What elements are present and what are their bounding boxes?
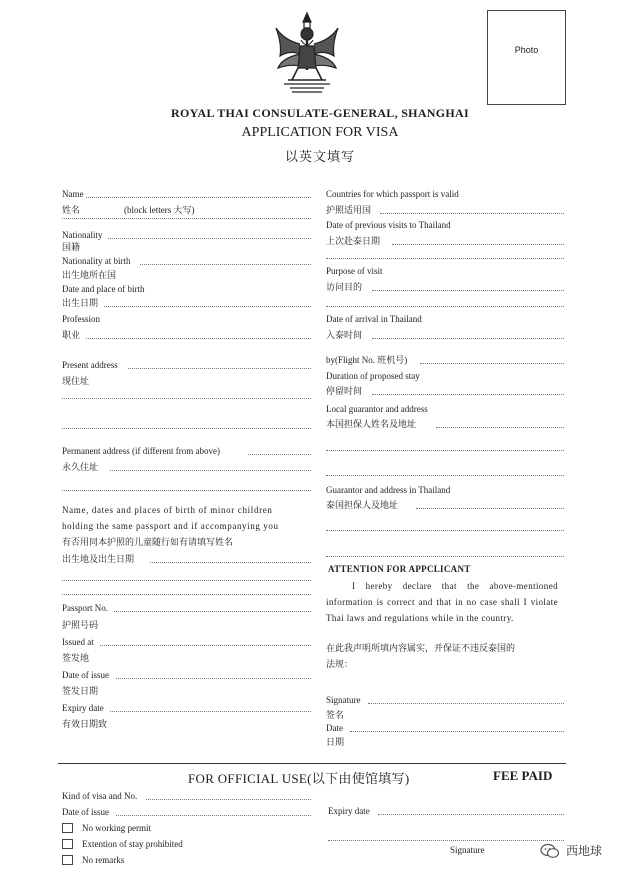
present-address-label: Present address [62,360,118,370]
nationality-label: Nationality [62,230,103,240]
minors-label-2: holding the same passport and if accompanying you [62,521,279,531]
countries-field[interactable] [380,213,564,214]
issued-at-field[interactable] [100,645,311,646]
present-address-label-cn: 现住址 [62,376,90,386]
countries-label-cn: 护照适用国 [326,205,372,215]
duration-label: Duration of proposed stay [326,371,420,381]
present-address-field[interactable] [128,368,311,369]
declaration-text: I hereby declare that the above-mentioned information is correct and that in no case shall I violate Thai laws and regulations while in the country. [326,581,558,623]
official-expiry-field[interactable] [378,814,564,815]
present-address-line-2[interactable] [62,398,311,399]
local-guarantor-label: Local guarantor and address [326,404,428,414]
photo-label: Photo [514,45,539,55]
signature-label: Signature [326,695,361,705]
local-guarantor-line-3[interactable] [326,475,564,476]
minors-label-cn-1: 有否用同本护照的儿童随行如有请填写姓名 [62,537,234,547]
thai-guarantor-label-cn: 泰国担保人及地址 [326,500,399,510]
issued-at-label-cn: 签发地 [62,653,90,663]
minors-label-cn-2: 出生地及出生日期 [62,554,135,564]
official-signature-line[interactable] [328,840,564,841]
previous-visits-label: Date of previous visits to Thailand [326,220,451,230]
minors-line-3[interactable] [62,594,311,595]
nationality-birth-field[interactable] [140,264,311,265]
flight-label: by(Flight No. 班机号) [326,355,408,365]
expiry-label-cn: 有效日期致 [62,719,108,729]
minors-field[interactable] [150,562,311,563]
thai-guarantor-field[interactable] [416,508,564,509]
thai-guarantor-line-3[interactable] [326,556,564,557]
nationality-birth-label: Nationality at birth [62,256,131,266]
official-use-title: FOR OFFICIAL USE(以下由使馆填写) [188,771,410,786]
previous-visits-field[interactable] [392,244,564,245]
purpose-line-2[interactable] [326,306,564,307]
official-date-issue-label: Date of issue [62,807,109,817]
name-field[interactable] [86,197,311,198]
nationality-field[interactable] [108,238,311,239]
watermark [540,842,602,859]
garuda-emblem [270,10,344,98]
present-address-line-3[interactable] [62,428,311,429]
no-remarks-label: No remarks [82,855,125,865]
date-label: Date [326,723,343,733]
watermark-text: 西地球 [566,844,603,858]
no-remarks-checkbox[interactable] [62,855,73,865]
date-field[interactable] [350,731,564,732]
date-issue-field[interactable] [116,678,311,679]
wechat-icon [540,843,560,859]
profession-label: Profession [62,314,100,324]
thai-guarantor-line-2[interactable] [326,530,564,531]
purpose-label: Purpose of visit [326,266,383,276]
purpose-label-cn: 访问目的 [326,282,363,292]
consulate-title: ROYAL THAI CONSULATE-GENERAL, SHANGHAI [171,106,469,120]
no-working-permit-label: No working permit [82,823,151,833]
countries-label: Countries for which passport is valid [326,189,459,199]
local-guarantor-field[interactable] [436,427,564,428]
arrival-field[interactable] [372,338,564,339]
date-issue-label-cn: 签发日期 [62,686,99,696]
date-place-birth-label: Date and place of birth [62,284,145,294]
extention-prohibited-checkbox[interactable] [62,839,73,849]
official-divider [58,763,566,764]
signature-field[interactable] [368,703,564,704]
expiry-field[interactable] [110,711,311,712]
previous-visits-label-cn: 上次赴泰日期 [326,236,381,246]
form-title: APPLICATION FOR VISA [241,125,399,140]
permanent-address-label: Permanent address (if different from above) [62,446,221,456]
permanent-address-line-1[interactable] [110,470,311,471]
kind-visa-field[interactable] [146,799,311,800]
extention-prohibited-label: Extention of stay prohibited [82,839,183,849]
declaration-cn-1: 在此我声明所填内容属实，并保证不违反泰国的 [326,643,516,653]
previous-visits-line-2[interactable] [326,258,564,259]
attention-title: ATTENTION FOR APPCLICANT [328,564,471,574]
official-date-issue-field[interactable] [116,815,311,816]
fee-paid-label: FEE PAID [493,768,553,783]
official-signature-label: Signature [450,845,485,855]
duration-label-cn: 停留时间 [326,386,363,396]
name-label-cn: 姓名 [62,205,81,215]
date-place-birth-label-cn: 出生日期 [62,298,99,308]
date-label-cn: 日期 [326,737,345,747]
flight-field[interactable] [420,363,564,364]
duration-field[interactable] [372,394,564,395]
minors-label-1: Name, dates and places of birth of minor children [62,505,273,515]
profession-field[interactable] [86,338,311,339]
official-expiry-label: Expiry date [328,806,370,816]
purpose-field[interactable] [372,290,564,291]
local-guarantor-line-2[interactable] [326,450,564,451]
permanent-address-line-2[interactable] [62,490,311,491]
passport-no-field[interactable] [114,611,311,612]
local-guarantor-label-cn: 本国担保人姓名及地址 [326,419,417,429]
passport-no-label: Passport No. [62,603,109,613]
arrival-label-cn: 入泰时间 [326,330,363,340]
instruction-note: 以英文填写 [284,149,355,164]
thai-guarantor-label: Guarantor and address in Thailand [326,485,451,495]
name-label: Name [62,189,84,199]
issued-at-label: Issued at [62,637,94,647]
nationality-birth-label-cn: 出生地所在国 [62,270,117,280]
name-field-2[interactable] [62,218,311,219]
nationality-label-cn: 国籍 [62,242,81,252]
no-working-permit-checkbox[interactable] [62,823,73,833]
permanent-address-field[interactable] [248,454,311,455]
signature-label-cn: 签名 [326,710,345,720]
expiry-label: Expiry date [62,703,104,713]
block-letters-note: (block letters 大写) [124,205,195,215]
permanent-address-label-cn: 永久住址 [62,462,99,472]
declaration-cn-2: 法规： [326,659,354,669]
date-issue-label: Date of issue [62,670,109,680]
minors-line-2[interactable] [62,580,311,581]
date-place-birth-field[interactable] [104,306,311,307]
profession-label-cn: 职业 [62,330,81,340]
kind-visa-label: Kind of visa and No. [62,791,138,801]
passport-no-label-cn: 护照号码 [62,620,99,630]
arrival-label: Date of arrival in Thailand [326,314,422,324]
photo-box [487,10,566,105]
